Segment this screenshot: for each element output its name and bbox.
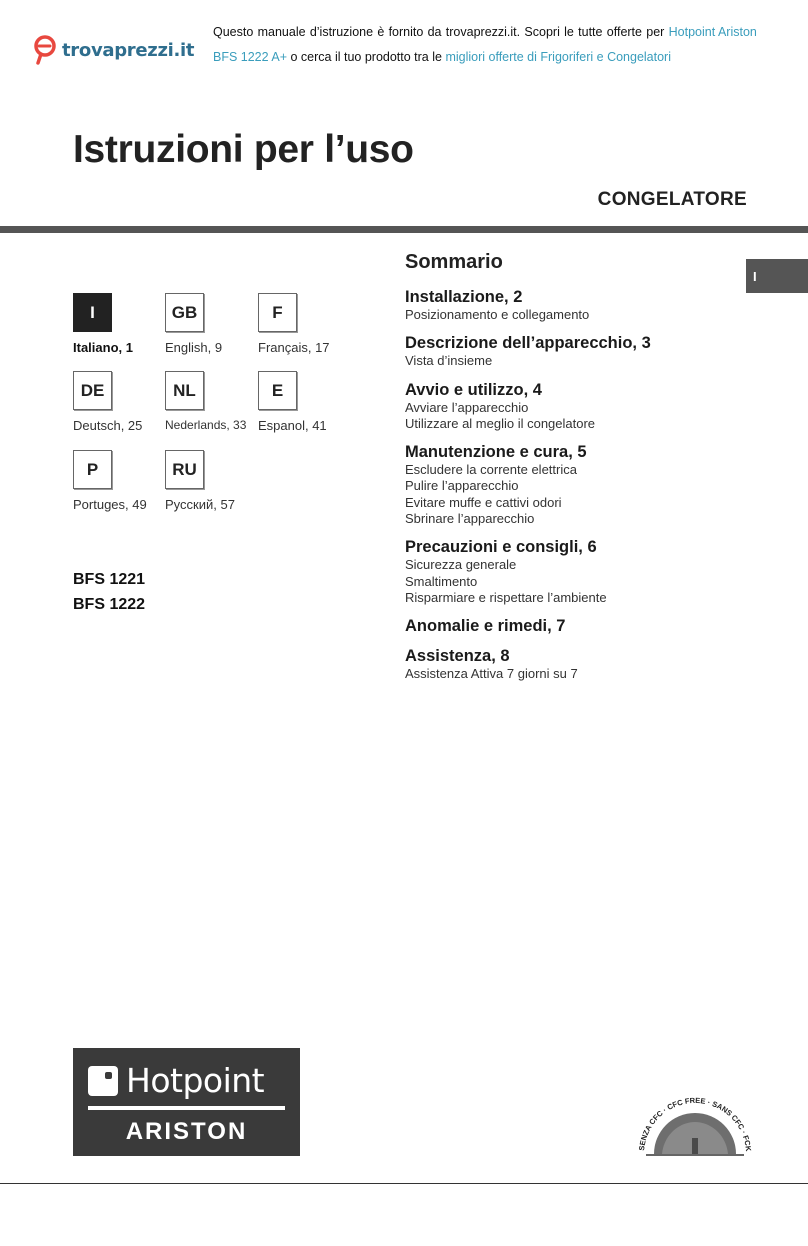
banner-word: manuale bbox=[257, 25, 306, 39]
contents-section bbox=[405, 287, 735, 323]
language-label: Nederlands, 33 bbox=[165, 418, 247, 432]
section-item: Escludere la corrente elettrica bbox=[405, 462, 577, 478]
contents-section bbox=[405, 537, 735, 606]
section-item: Sicurezza generale bbox=[405, 557, 517, 573]
brand-name: Hotpoint bbox=[126, 1061, 265, 1100]
category-link[interactable]: migliori offerte di Frigoriferi e Congelatori bbox=[445, 50, 671, 64]
trovaprezzi-logo-text: trovaprezzi.it bbox=[62, 39, 195, 61]
language-code: DE bbox=[73, 371, 112, 410]
contents-section bbox=[405, 442, 735, 527]
language-option-nl[interactable] bbox=[165, 371, 255, 432]
language-option-f[interactable] bbox=[258, 293, 348, 355]
table-of-contents bbox=[405, 287, 735, 693]
language-option-ru[interactable] bbox=[165, 450, 255, 512]
language-code: GB bbox=[165, 293, 204, 332]
hotpoint-ariston-logo bbox=[73, 1048, 300, 1156]
banner-word: le bbox=[564, 25, 574, 39]
section-title: Avvio e utilizzo, 4 bbox=[405, 380, 542, 399]
language-option-p[interactable] bbox=[73, 450, 163, 512]
banner-word: da bbox=[427, 25, 442, 39]
section-item: Utilizzare al meglio il congelatore bbox=[405, 415, 596, 431]
footer-rule bbox=[0, 1183, 808, 1184]
language-label: Portuges, 49 bbox=[73, 497, 147, 512]
banner-word: trovaprezzi.it. bbox=[445, 25, 521, 39]
banner-word: offerte bbox=[606, 25, 642, 39]
section-title: Precauzioni e consigli, 6 bbox=[405, 538, 597, 557]
section-item: Smaltimento bbox=[405, 573, 478, 589]
language-label: Deutsch, 25 bbox=[73, 418, 143, 433]
model-name: BFS 1222 bbox=[73, 596, 146, 613]
banner-word: fornito bbox=[388, 25, 424, 39]
page-title: Istruzioni per l’uso bbox=[73, 128, 414, 171]
language-label: Русский, 57 bbox=[165, 497, 235, 512]
banner-word: Scopri bbox=[524, 25, 560, 39]
contents-heading: Sommario bbox=[405, 251, 503, 273]
language-code: E bbox=[258, 371, 297, 410]
section-item: Risparmiare e rispettare l’ambiente bbox=[405, 589, 607, 605]
banner-word: d’istruzione bbox=[309, 25, 374, 39]
section-title: Assistenza, 8 bbox=[405, 647, 510, 666]
language-code: RU bbox=[165, 450, 204, 489]
trovaprezzi-pin-icon bbox=[33, 35, 59, 65]
banner-word: per bbox=[646, 25, 665, 39]
seal-text: SENZA CFC · CFC FREE · SANS CFC · FCK bbox=[637, 1095, 753, 1152]
product-type: CONGELATORE bbox=[597, 189, 747, 210]
section-item: Avviare l’apparecchio bbox=[405, 399, 529, 415]
banner-line-2 bbox=[213, 45, 757, 70]
brand-sub: ARISTON bbox=[125, 1118, 248, 1145]
section-item: Sbrinare l’apparecchio bbox=[405, 511, 535, 527]
section-item: Evitare muffe e cattivi odori bbox=[405, 494, 562, 510]
contents-section bbox=[405, 646, 735, 682]
section-item: Posizionamento e collegamento bbox=[405, 307, 590, 322]
section-title: Installazione, 2 bbox=[405, 288, 523, 306]
model-name: BFS 1221 bbox=[73, 571, 146, 588]
section-item: Assistenza Attiva 7 giorni su 7 bbox=[405, 666, 578, 682]
language-label: Italiano, 1 bbox=[73, 340, 133, 355]
section-title: Anomalie e rimedi, 7 bbox=[405, 617, 566, 636]
brand-divider bbox=[88, 1106, 285, 1110]
language-option-e[interactable] bbox=[258, 371, 348, 433]
language-code: I bbox=[73, 293, 112, 332]
language-option-de[interactable] bbox=[73, 371, 163, 433]
contents-section bbox=[405, 616, 735, 636]
product-link[interactable]: BFS 1222 A+ bbox=[213, 50, 288, 64]
contents-section bbox=[405, 333, 735, 369]
language-code: P bbox=[73, 450, 112, 489]
section-item: Vista d’insieme bbox=[405, 353, 493, 369]
language-label: Espanol, 41 bbox=[258, 418, 327, 433]
language-code: F bbox=[258, 293, 297, 332]
banner-line-1 bbox=[213, 20, 757, 45]
section-title: Manutenzione e cura, 5 bbox=[405, 443, 587, 462]
language-label: English, 9 bbox=[165, 340, 223, 355]
banner-word: tutte bbox=[578, 25, 603, 39]
language-label: Français, 17 bbox=[258, 340, 330, 355]
contents-section bbox=[405, 380, 735, 433]
language-tab: I bbox=[746, 259, 808, 293]
section-title: Descrizione dell’apparecchio, 3 bbox=[405, 334, 651, 353]
language-option-gb[interactable] bbox=[165, 293, 255, 355]
banner-word: è bbox=[377, 25, 385, 39]
promo-banner bbox=[213, 20, 757, 70]
section-item: Pulire l’apparecchio bbox=[405, 478, 519, 494]
header-rule bbox=[0, 226, 808, 233]
language-option-i[interactable] bbox=[73, 293, 163, 355]
banner-text-2: o cerca il tuo prodotto tra le bbox=[287, 50, 446, 64]
hotpoint-mark-icon bbox=[88, 1066, 118, 1096]
banner-word: Questo bbox=[213, 25, 254, 39]
trovaprezzi-logo[interactable] bbox=[33, 35, 194, 65]
language-code: NL bbox=[165, 371, 204, 410]
model-list bbox=[73, 567, 145, 617]
cfc-free-seal bbox=[634, 1088, 756, 1158]
brand-link[interactable]: Hotpoint Ariston bbox=[668, 25, 757, 39]
